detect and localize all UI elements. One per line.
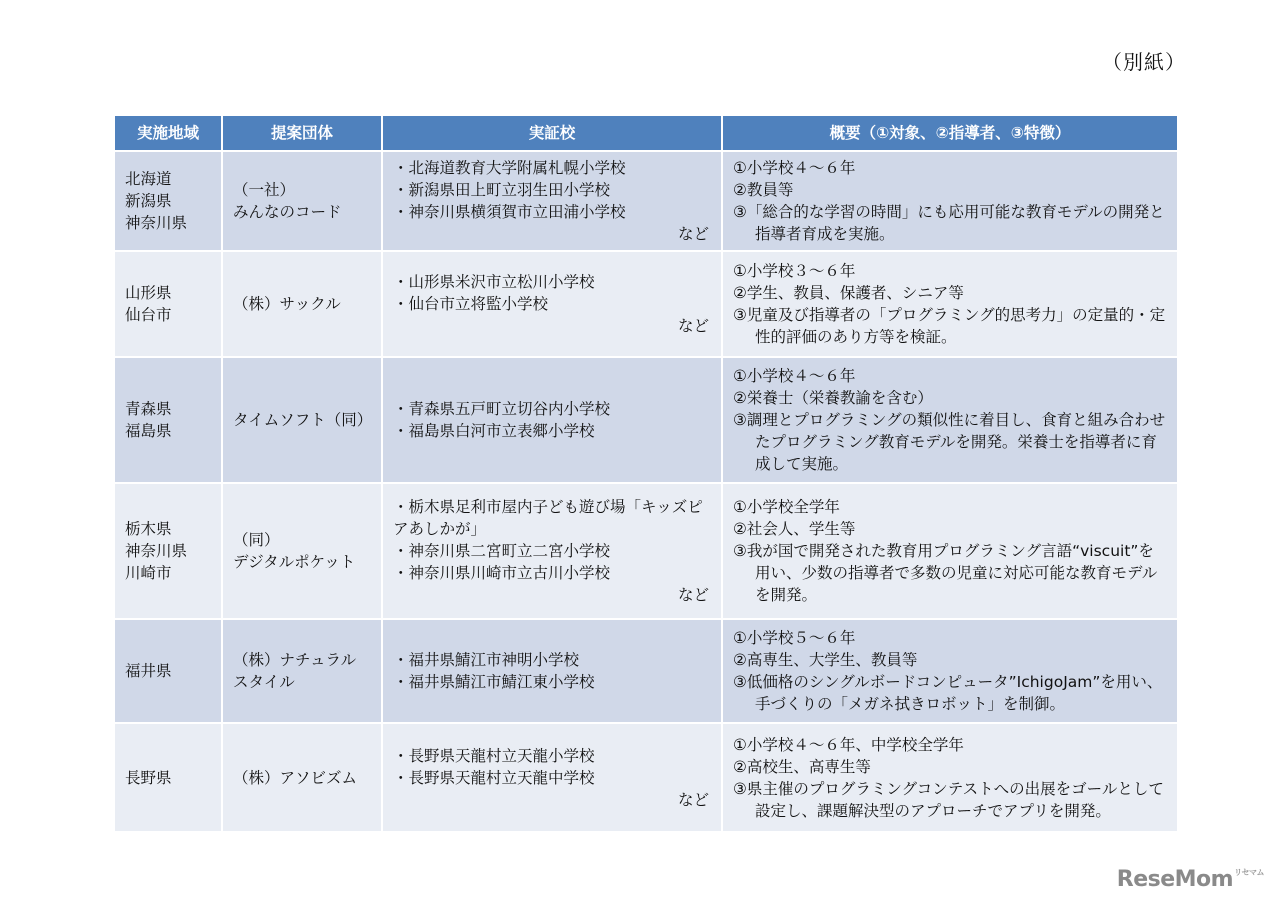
region-line: 栃木県	[125, 520, 172, 538]
school-item: ・新潟県田上町立羽生田小学校	[393, 181, 611, 199]
school-item: ・福島県白河市立表郷小学校	[393, 422, 595, 440]
school-item: ・仙台市立将監小学校	[393, 295, 549, 313]
etc-label: など	[677, 225, 709, 243]
summary-item: ①小学校４～６年、中学校全学年	[733, 735, 964, 754]
region-line: 北海道	[125, 170, 172, 188]
summary-item: ③低価格のシングルボードコンピュータ”IchigoJam”を用い、手づくりの「メガネ拭きロボット」を制御。	[733, 673, 1163, 713]
summary-item: ①小学校４～６年	[733, 367, 856, 385]
table-row	[115, 357, 1177, 483]
summary-item: ①小学校全学年	[733, 498, 840, 516]
summary-item: ②学生、教員、保護者、シニア等	[733, 284, 964, 302]
table-header-row	[115, 116, 1177, 151]
school-item: ・長野県天龍村立天龍中学校	[393, 768, 595, 787]
summary-item: ①小学校３～６年	[733, 262, 856, 280]
organization-line: （株）アソビズム	[233, 768, 358, 787]
summary-item: ③我が国で開発された教育用プログラミング言語“viscuit”を用い、少数の指導者で多数の児童に対応可能な教育モデルを開発。	[733, 542, 1158, 604]
header-summary: 概要（①対象、②指導者、③特徴）	[722, 116, 1177, 151]
school-item: ・神奈川県二宮町立二宮小学校	[393, 542, 611, 560]
organization-line: タイムソフト（同）	[233, 411, 373, 429]
summary-item: ②高専生、大学生、教員等	[733, 651, 918, 669]
organization-cell	[222, 151, 382, 251]
region-line: 青森県	[125, 400, 172, 418]
school-item: ・福井県鯖江市神明小学校	[393, 651, 580, 669]
region-line: 神奈川県	[125, 214, 188, 232]
summary-item: ③調理とプログラミングの類似性に着目し、食育と組み合わせたプログラミング教育モデルを開発。栄養士を指導者に育成して実施。	[733, 411, 1166, 473]
summary-item: ①小学校５～６年	[733, 629, 856, 647]
organization-cell	[222, 251, 382, 357]
school-item: ・栃木県足利市屋内子ども遊び場「キッズピアあしかが」	[393, 498, 703, 538]
table-row	[115, 723, 1177, 831]
region-line: 福井県	[125, 662, 172, 680]
summary-cell	[722, 357, 1177, 483]
region-cell	[115, 151, 222, 251]
summary-cell	[722, 619, 1177, 723]
region-cell	[115, 357, 222, 483]
summary-item: ③「総合的な学習の時間」にも応用可能な教育モデルの開発と指導者育成を実施。	[733, 203, 1165, 243]
region-line: 神奈川県	[125, 542, 188, 560]
summary-cell	[722, 723, 1177, 831]
organization-line: （一社）	[233, 181, 296, 199]
summary-item: ③児童及び指導者の「プログラミング的思考力」の定量的・定性的評価のあり方等を検証。	[733, 306, 1166, 346]
school-item: ・神奈川県川崎市立古川小学校	[393, 564, 611, 582]
organization-line: みんなのコード	[233, 203, 342, 221]
watermark-text: ReseMom	[1116, 867, 1234, 892]
header-organization: 提案団体	[222, 116, 382, 151]
schools-cell	[382, 357, 722, 483]
summary-item: ③県主催のプログラミングコンテストへの出展をゴールとして設定し、課題解決型のアプローチでアプリを開発。	[733, 779, 1164, 820]
summary-item: ②教員等	[733, 181, 794, 199]
schools-cell	[382, 251, 722, 357]
etc-label: など	[677, 790, 709, 809]
region-cell	[115, 723, 222, 831]
table-row	[115, 619, 1177, 723]
organization-cell	[222, 619, 382, 723]
region-line: 長野県	[125, 768, 172, 787]
summary-cell	[722, 251, 1177, 357]
resemom-watermark-logo	[1117, 867, 1264, 892]
organization-line: （同）	[233, 531, 280, 549]
watermark-small-text: リセマム	[1234, 868, 1264, 877]
header-schools: 実証校	[382, 116, 722, 151]
table-row	[115, 151, 1177, 251]
table-row	[115, 483, 1177, 619]
schools-cell	[382, 619, 722, 723]
region-line: 新潟県	[125, 192, 172, 210]
school-item: ・福井県鯖江市鯖江東小学校	[393, 673, 595, 691]
schools-cell	[382, 723, 722, 831]
region-line: 山形県	[125, 284, 172, 302]
school-item: ・神奈川県横須賀市立田浦小学校	[393, 203, 626, 221]
school-item: ・山形県米沢市立松川小学校	[393, 273, 595, 291]
summary-item: ②社会人、学生等	[733, 520, 856, 538]
organization-cell	[222, 723, 382, 831]
schools-cell	[382, 483, 722, 619]
organization-cell	[222, 483, 382, 619]
region-line: 福島県	[125, 422, 172, 440]
organization-line: デジタルポケット	[233, 553, 356, 571]
school-item: ・青森県五戸町立切谷内小学校	[393, 400, 611, 418]
summary-item: ②栄養士（栄養教諭を含む）	[733, 389, 933, 407]
region-cell	[115, 251, 222, 357]
school-item: ・長野県天龍村立天龍小学校	[393, 746, 595, 765]
schools-cell	[382, 151, 722, 251]
program-table	[115, 116, 1177, 831]
summary-item: ②高校生、高専生等	[733, 757, 871, 776]
region-line: 仙台市	[125, 306, 172, 324]
summary-item: ①小学校４～６年	[733, 159, 856, 177]
region-cell	[115, 619, 222, 723]
summary-cell	[722, 151, 1177, 251]
organization-cell	[222, 357, 382, 483]
annex-label: （別紙）	[1102, 50, 1186, 74]
region-line: 川崎市	[125, 564, 172, 582]
organization-line: （株）ナチュラルスタイル	[233, 651, 357, 691]
header-region: 実施地域	[115, 116, 222, 151]
school-item: ・北海道教育大学附属札幌小学校	[393, 159, 626, 177]
summary-cell	[722, 483, 1177, 619]
table-row	[115, 251, 1177, 357]
region-cell	[115, 483, 222, 619]
organization-line: （株）サックル	[233, 295, 341, 313]
etc-label: など	[677, 586, 709, 604]
etc-label: など	[677, 317, 709, 335]
